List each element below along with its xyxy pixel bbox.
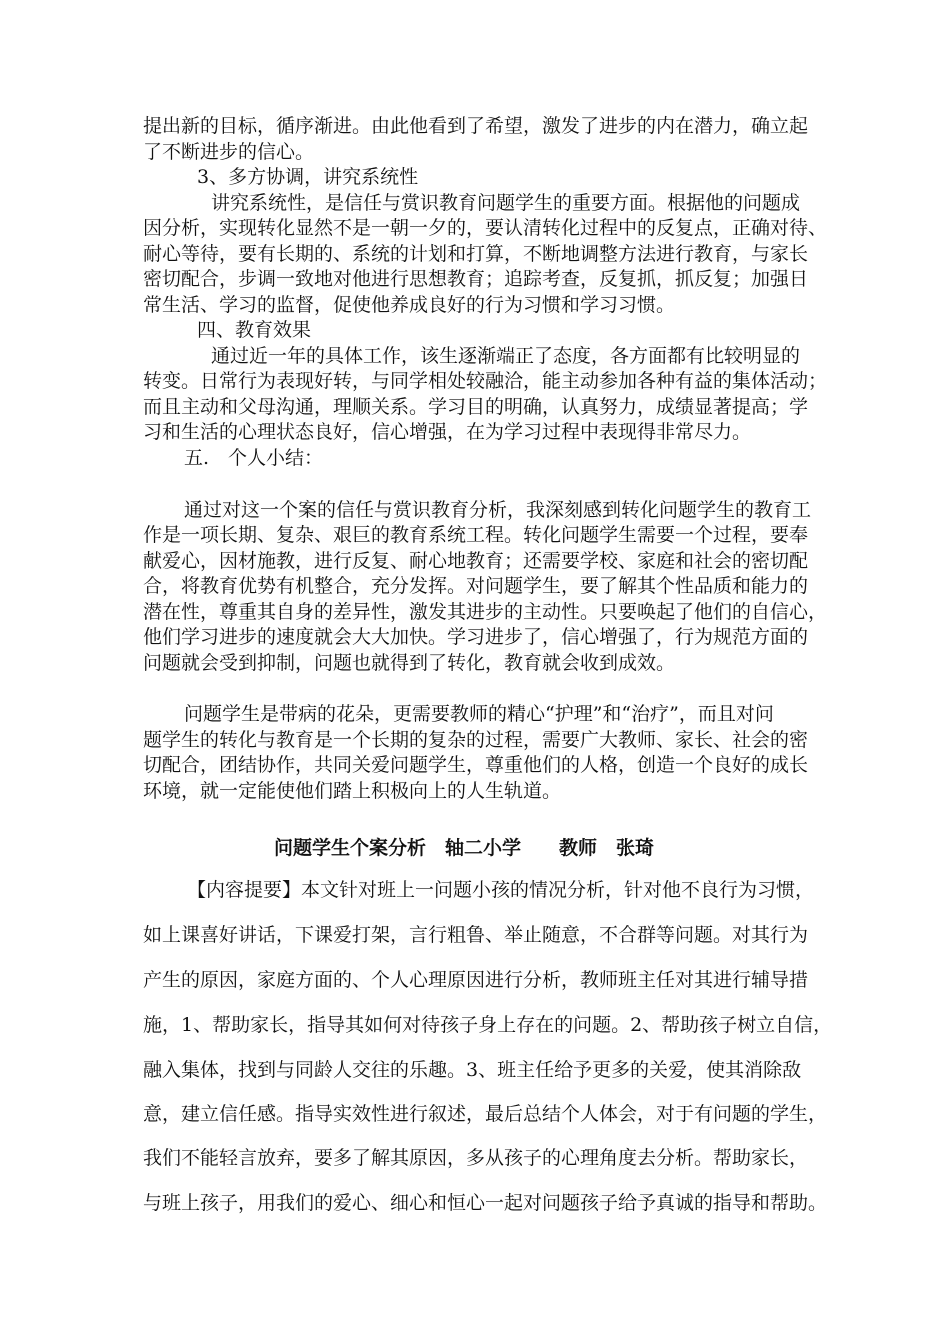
- paragraph-line: 作是一项长期、复杂、艰巨的教育系统工程。转化问题学生需要一个过程，要奉: [143, 524, 809, 546]
- paragraph-line: 提出新的目标，循序渐进。由此他看到了希望，激发了进步的内在潜力，确立起: [143, 115, 809, 137]
- abstract-line: 如上课喜好讲话，下课爱打架，言行粗鲁、举止随意，不合群等问题。对其行为: [143, 924, 809, 946]
- abstract-line: 融入集体，找到与同龄人交往的乐趣。3、班主任给予更多的关爱，使其消除敌: [143, 1059, 802, 1081]
- paragraph-line: 献爱心，因材施教，进行反复、耐心地教育；还需要学校、家庭和社会的密切配: [143, 550, 809, 572]
- paragraph-line: 问题学生是带病的花朵，更需要教师的精心“护理”和“治疗”，而且对问: [184, 703, 774, 725]
- abstract-line: 【内容提要】本文针对班上一问题小孩的情况分析，针对他不良行为习惯，: [187, 879, 815, 901]
- paragraph-line: 题学生的转化与教育是一个长期的复杂的过程，需要广大教师、家长、社会的密: [143, 729, 809, 751]
- section-heading: 五. 个人小结：: [184, 447, 324, 469]
- abstract-line: 施，1、帮助家长，指导其如何对待孩子身上存在的问题。2、帮助孩子树立自信，: [143, 1014, 833, 1036]
- paragraph-line: 而且主动和父母沟通，理顺关系。学习目的明确，认真努力，成绩显著提高；学: [143, 396, 809, 418]
- article-title: 问题学生个案分析 轴二小学 教师 张琦: [274, 837, 655, 859]
- paragraph-line: 习和生活的心理状态良好，信心增强，在为学习过程中表现得非常尽力。: [143, 421, 752, 443]
- section-heading: 四、教育效果: [197, 319, 312, 341]
- abstract-line: 意，建立信任感。指导实效性进行叙述，最后总结个人体会，对于有问题的学生，: [143, 1103, 828, 1125]
- abstract-line: 与班上孩子，用我们的爱心、细心和恒心一起对问题孩子给予真诚的指导和帮助。: [143, 1192, 828, 1214]
- abstract-line: 我们不能轻言放弃，要多了解其原因，多从孩子的心理角度去分析。帮助家长，: [143, 1147, 809, 1169]
- paragraph-line: 潜在性，尊重其自身的差异性，激发其进步的主动性。只要唤起了他们的自信心，: [143, 601, 828, 623]
- paragraph-line: 通过对这一个案的信任与赏识教育分析，我深刻感到转化问题学生的教育工: [184, 499, 812, 521]
- paragraph-line: 合，将教育优势有机整合，充分发挥。对问题学生，要了解其个性品质和能力的: [143, 575, 809, 597]
- paragraph-line: 通过近一年的具体工作，该生逐渐端正了态度，各方面都有比较明显的: [211, 345, 801, 367]
- paragraph-line: 密切配合，步调一致地对他进行思想教育；追踪考查，反复抓，抓反复；加强日: [143, 268, 809, 290]
- paragraph-line: 讲究系统性，是信任与赏识教育问题学生的重要方面。根据他的问题成: [211, 192, 801, 214]
- section-heading: 3、多方协调，讲究系统性: [197, 166, 419, 188]
- paragraph-line: 切配合，团结协作，共同关爱问题学生，尊重他们的人格，创造一个良好的成长: [143, 754, 809, 776]
- paragraph-line: 因分析，实现转化显然不是一朝一夕的，要认清转化过程中的反复点，正确对待、: [143, 217, 828, 239]
- paragraph-line: 耐心等待，要有长期的、系统的计划和打算，不断地调整方法进行教育，与家长: [143, 243, 809, 265]
- paragraph-line: 环境，就一定能使他们踏上积极向上的人生轨道。: [143, 780, 562, 802]
- paragraph-line: 转变。日常行为表现好转，与同学相处较融洽，能主动参加各种有益的集体活动；: [143, 370, 828, 392]
- abstract-line: 产生的原因，家庭方面的、个人心理原因进行分析，教师班主任对其进行辅导措: [143, 969, 809, 991]
- paragraph-line: 他们学习进步的速度就会大大加快。学习进步了，信心增强了，行为规范方面的: [143, 626, 809, 648]
- paragraph-line: 常生活、学习的监督，促使他养成良好的行为习惯和学习习惯。: [143, 294, 676, 316]
- paragraph-line: 问题就会受到抑制，问题也就得到了转化，教育就会收到成效。: [143, 652, 676, 674]
- paragraph-line: 了不断进步的信心。: [143, 141, 315, 163]
